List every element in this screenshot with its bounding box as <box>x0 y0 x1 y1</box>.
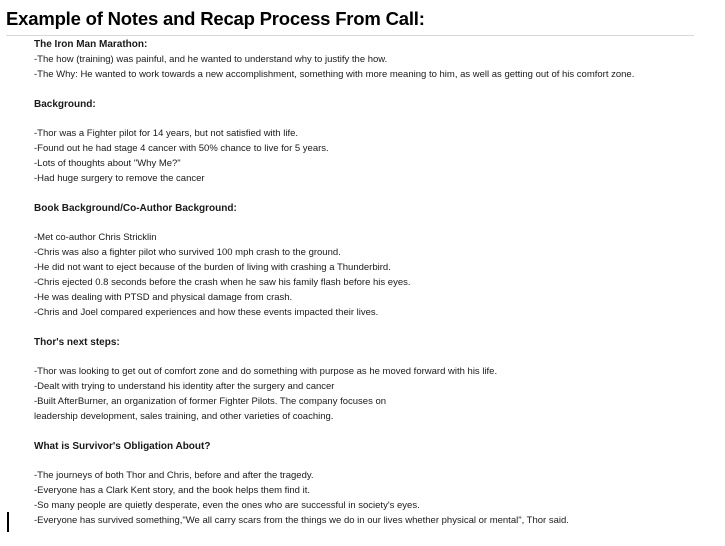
note-line: -The Why: He wanted to work towards a new accomplishment, something with more meaning to him, as well as getting out of his comfort zone. <box>34 69 635 80</box>
notes-body <box>34 37 714 528</box>
spacer <box>34 186 714 201</box>
note-line: -Dealt with trying to understand his identity after the surgery and cancer <box>34 381 335 392</box>
spacer <box>34 112 714 126</box>
section-heading-iron-man: The Iron Man Marathon: <box>34 39 148 50</box>
section-heading-next-steps: Thor's next steps: <box>34 337 120 348</box>
spacer <box>34 350 714 364</box>
spacer <box>34 216 714 230</box>
note-line: -Thor was looking to get out of comfort zone and do something with purpose as he moved forward with his life. <box>34 366 498 377</box>
note-line: -So many people are quietly desperate, even the ones who are successful in society's eyes. <box>34 500 420 511</box>
title-divider <box>6 35 694 36</box>
note-line: -The journeys of both Thor and Chris, before and after the tragedy. <box>34 470 314 481</box>
note-line: -He was dealing with PTSD and physical damage from crash. <box>34 292 293 303</box>
note-line: -Had huge surgery to remove the cancer <box>34 173 205 184</box>
note-line: -Chris and Joel compared experiences and how these events impacted their lives. <box>34 307 379 318</box>
spacer <box>34 82 714 97</box>
note-line: -Thor was a Fighter pilot for 14 years, but not satisfied with life. <box>34 128 299 139</box>
section-heading-background: Background: <box>34 99 96 110</box>
section-heading-survivors-obligation: What is Survivor's Obligation About? <box>34 441 211 452</box>
note-line: leadership development, sales training, and other varieties of coaching. <box>34 411 334 422</box>
spacer <box>34 320 714 335</box>
note-line: -Built AfterBurner, an organization of former Fighter Pilots. The company focuses on <box>34 396 387 407</box>
note-line: -Everyone has a Clark Kent story, and the book helps them find it. <box>34 485 310 496</box>
note-line: -Lots of thoughts about "Why Me?" <box>34 158 181 169</box>
spacer <box>34 454 714 468</box>
note-line: -The how (training) was painful, and he wanted to understand why to justify the how. <box>34 54 388 65</box>
note-line: -Met co-author Chris Stricklin <box>34 232 157 243</box>
note-line: -Everyone has survived something,"We all carry scars from the things we do in our lives whether physical or mental", Thor said. <box>34 515 569 526</box>
note-line: -Chris ejected 0.8 seconds before the crash when he saw his family flash before his eyes. <box>34 277 411 288</box>
text-cursor <box>7 512 9 532</box>
section-heading-book-background: Book Background/Co-Author Background: <box>34 203 237 214</box>
note-line: -Chris was also a fighter pilot who survived 100 mph crash to the ground. <box>34 247 341 258</box>
note-line: -Found out he had stage 4 cancer with 50% chance to live for 5 years. <box>34 143 329 154</box>
note-line: -He did not want to eject because of the burden of living with crashing a Thunderbird. <box>34 262 391 273</box>
page-title: Example of Notes and Recap Process From Call: <box>6 8 425 29</box>
spacer <box>34 424 714 439</box>
